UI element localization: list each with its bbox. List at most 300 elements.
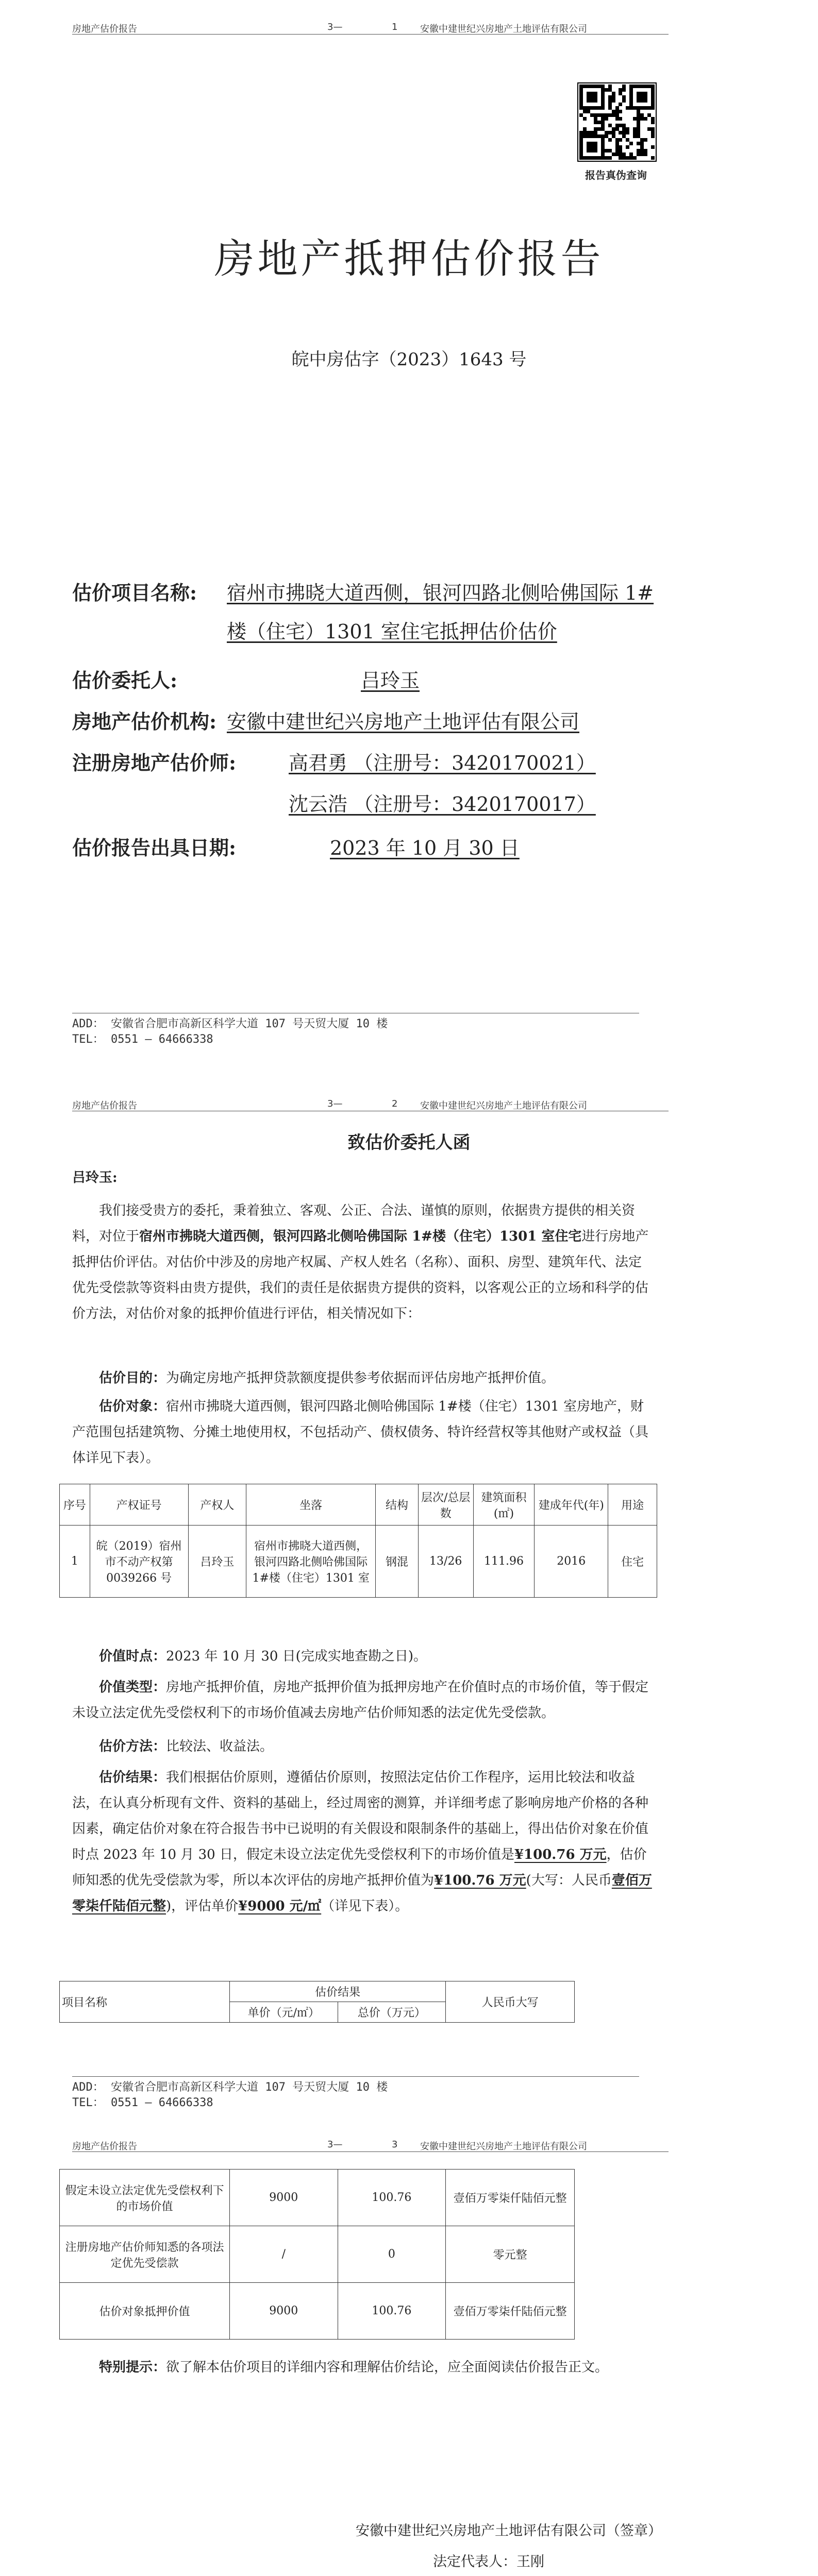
summary-item: 注册房地产估价师知悉的各项法定优先受偿款 <box>60 2226 230 2283</box>
qr-module <box>637 127 640 131</box>
qr-module <box>601 121 605 124</box>
value-date-label: 价值时点： <box>99 1649 166 1664</box>
result-unit-price: ¥9000 元/㎡ <box>238 1899 322 1914</box>
qr-module <box>583 106 587 110</box>
qr-module <box>583 156 587 160</box>
qr-module <box>612 92 615 95</box>
qr-module <box>651 95 655 99</box>
result-text-e: （详见下表）。 <box>321 1899 409 1914</box>
notice-paragraph <box>72 2354 655 2380</box>
qr-module <box>594 127 597 131</box>
qr-module <box>601 117 605 121</box>
qr-module <box>629 142 633 145</box>
qr-module <box>637 110 640 113</box>
page-1 <box>0 0 818 1051</box>
intro-text-c: 进行房地产抵押估价评估。对估价中涉及的房地产权属、产权人姓名（名称）、面积、房型、建筑年代、法定优先受偿款等资料由贵方提供，我们的责任是依据贵方提供的资料，以客观公正的立场和科学的估价方法，对估价对象的抵押价值进行评估，相关情况如下： <box>72 1229 649 1321</box>
table-row <box>60 2226 575 2283</box>
method-text: 比较法、收益法。 <box>166 1739 274 1754</box>
qr-module <box>644 117 647 121</box>
qr-module <box>626 131 629 134</box>
qr-module <box>608 95 612 99</box>
qr-module <box>651 84 655 88</box>
qr-module <box>579 149 583 152</box>
qr-module <box>579 145 583 149</box>
summary-table <box>59 2169 575 2340</box>
qr-module <box>640 142 644 145</box>
qr-module <box>619 117 622 121</box>
qr-module <box>597 127 601 131</box>
qr-module <box>605 88 608 92</box>
date-value: 2023 年 10 月 30 日 <box>330 837 520 859</box>
qr-module <box>601 99 605 103</box>
qr-module <box>608 124 612 127</box>
qr-module <box>597 84 601 88</box>
result-text-a: 我们根据估价原则，遵循估价原则，按照法定估价工作程序，运用比较法和收益法，在认真分析现有文件、资料的基础上，经过周密的测算，并详细考虑了影响房地产价格的各种因素，确定估价对象在符合报告书中已说明的有关假设和限制条件的基础上，得出估价对象在价值时点 2023 年 10 月 30 日，假定未设立法定优先受偿权利下的市场价值是 <box>72 1770 649 1862</box>
qr-module <box>612 127 615 131</box>
qr-module <box>622 127 626 131</box>
qr-module <box>637 92 640 95</box>
summary-th-unit: 单价（元/㎡） <box>229 2002 338 2023</box>
qr-module <box>597 156 601 160</box>
qr-module <box>590 84 594 88</box>
qr-module <box>644 106 647 110</box>
table-row <box>60 1526 657 1598</box>
qr-module <box>637 134 640 138</box>
qr-module <box>640 149 644 152</box>
summary-item: 假定未设立法定优先受偿权利下的市场价值 <box>60 2170 230 2226</box>
qr-module <box>608 131 612 134</box>
qr-module <box>601 95 605 99</box>
qr-module <box>579 95 583 99</box>
qr-module <box>644 99 647 103</box>
page-header <box>72 1097 669 1111</box>
qr-module <box>579 113 583 117</box>
header-right: 安徽中建世纪兴房地产土地评估有限公司 <box>420 1100 587 1111</box>
summary-th-item: 项目名称 <box>60 1981 230 2023</box>
qr-module <box>594 145 597 149</box>
qr-module <box>608 113 612 117</box>
project-label: 估价项目名称: <box>72 581 197 604</box>
qr-module <box>594 121 597 124</box>
page-footer <box>72 1013 639 1047</box>
qr-module <box>590 134 594 138</box>
qr-module <box>644 138 647 142</box>
qr-module <box>594 156 597 160</box>
qr-module <box>594 134 597 138</box>
td-use: 住宅 <box>608 1526 657 1598</box>
qr-module <box>651 88 655 92</box>
result-paragraph <box>72 1765 655 1919</box>
qr-module <box>619 149 622 152</box>
qr-module <box>619 124 622 127</box>
method-paragraph <box>72 1734 655 1759</box>
td-year: 2016 <box>535 1526 608 1598</box>
qr-module <box>629 106 633 110</box>
qr-module <box>587 149 590 152</box>
footer-address: ADD： 安徽省合肥市高新区科学大道 107 号天贸大厦 10 楼 <box>72 1018 388 1030</box>
qr-module <box>579 106 583 110</box>
qr-module <box>583 131 587 134</box>
qr-module <box>605 117 608 121</box>
summary-caps: 壹佰万零柒仟陆佰元整 <box>446 2283 575 2340</box>
qr-module <box>587 92 590 95</box>
qr-module <box>601 127 605 131</box>
th-use: 用途 <box>608 1484 657 1526</box>
value-type-label: 价值类型： <box>99 1680 166 1695</box>
qr-module <box>647 113 651 117</box>
summary-unit: 9000 <box>229 2283 338 2340</box>
header-page-number: 2 <box>392 1098 398 1109</box>
qr-module <box>637 99 640 103</box>
qr-module <box>651 134 655 138</box>
qr-module <box>601 84 605 88</box>
qr-module <box>612 99 615 103</box>
qr-module <box>626 127 629 131</box>
qr-module <box>647 106 651 110</box>
summary-total: 100.76 <box>338 2170 446 2226</box>
qr-module <box>597 121 601 124</box>
qr-module <box>590 99 594 103</box>
footer-tel: TEL： 0551 — 64666338 <box>72 1033 213 1046</box>
qr-module <box>651 156 655 160</box>
table-row <box>60 2170 575 2226</box>
page-header <box>72 2138 669 2152</box>
result-text-b: ，估价师知悉的优先受偿款为零，所以本次评估的房地产抵押价值为 <box>72 1847 647 1888</box>
summary-th-result: 估价结果 <box>229 1981 445 2002</box>
qr-module <box>587 106 590 110</box>
qr-module <box>637 152 640 156</box>
result-caps: 壹佰万零柒仟陆佰元整 <box>72 1873 652 1914</box>
qr-module <box>633 84 637 88</box>
qr-module <box>629 88 633 92</box>
qr-module <box>640 145 644 149</box>
td-structure: 钢混 <box>376 1526 419 1598</box>
intro-address: 宿州市拂晓大道西侧，银河四路北侧哈佛国际 1#楼（住宅）1301 室住宅 <box>139 1229 582 1244</box>
qr-module <box>583 117 587 121</box>
qr-module <box>579 152 583 156</box>
summary-total: 0 <box>338 2226 446 2283</box>
qr-module <box>619 156 622 160</box>
qr-module <box>608 106 612 110</box>
qr-module <box>590 95 594 99</box>
qr-module <box>601 134 605 138</box>
qr-module <box>579 134 583 138</box>
qr-module <box>594 106 597 110</box>
header-middle: 3— <box>327 22 343 32</box>
qr-module <box>608 103 612 106</box>
purpose-label: 估价目的： <box>99 1370 166 1386</box>
qr-module <box>587 131 590 134</box>
method-label: 估价方法： <box>99 1739 166 1754</box>
qr-module <box>644 92 647 95</box>
qr-module <box>608 84 612 88</box>
qr-module <box>608 149 612 152</box>
qr-module <box>644 84 647 88</box>
qr-module <box>615 152 619 156</box>
project-value-line1: 宿州市拂晓大道西侧，银河四路北侧哈佛国际 1# <box>227 582 654 604</box>
qr-module <box>644 95 647 99</box>
header-middle: 3— <box>327 1098 343 1109</box>
th-cert: 产权证号 <box>90 1484 188 1526</box>
qr-module <box>629 95 633 99</box>
qr-module <box>601 156 605 160</box>
qr-module <box>597 113 601 117</box>
qr-module <box>590 142 594 145</box>
result-label: 估价结果： <box>99 1770 166 1785</box>
letter-title: 致估价委托人函 <box>347 1132 471 1153</box>
qr-module <box>612 152 615 156</box>
summary-th-caps: 人民币大写 <box>446 1981 575 2023</box>
qr-module <box>633 127 637 131</box>
qr-module <box>579 131 583 134</box>
qr-module <box>601 103 605 106</box>
qr-module <box>651 127 655 131</box>
qr-module <box>594 131 597 134</box>
qr-module <box>640 152 644 156</box>
qr-module <box>608 88 612 92</box>
qr-module <box>612 131 615 134</box>
purpose-text: 为确定房地产抵押贷款额度提供参考依据而评估房地产抵押价值。 <box>166 1370 555 1386</box>
qr-module <box>601 92 605 95</box>
qr-module <box>619 92 622 95</box>
qr-module <box>651 121 655 124</box>
org-label: 房地产估价机构: <box>72 710 217 733</box>
page-footer <box>72 2076 639 2111</box>
company-signature: 安徽中建世纪兴房地产土地评估有限公司（签章） <box>356 2523 662 2539</box>
qr-module <box>640 92 644 95</box>
qr-module <box>615 110 619 113</box>
appraiser-1: 高君勇 （注册号：3420170021） <box>289 752 596 774</box>
client-label: 估价委托人: <box>72 669 178 692</box>
qr-module <box>637 113 640 117</box>
qr-module <box>583 127 587 131</box>
qr-module <box>605 131 608 134</box>
qr-module <box>626 138 629 142</box>
qr-module <box>605 113 608 117</box>
header-right: 安徽中建世纪兴房地产土地评估有限公司 <box>420 24 587 35</box>
qr-module <box>615 145 619 149</box>
header-middle: 3— <box>327 2139 343 2150</box>
header-page-number: 3 <box>392 2139 398 2150</box>
th-location: 坐落 <box>246 1484 376 1526</box>
qr-module <box>587 99 590 103</box>
summary-table-header <box>59 1981 575 2023</box>
qr-module <box>590 156 594 160</box>
result-market-value: ¥100.76 万元 <box>514 1847 607 1862</box>
qr-module <box>629 103 633 106</box>
summary-total: 100.76 <box>338 2283 446 2340</box>
qr-code-icon[interactable] <box>577 82 657 162</box>
date-label: 估价报告出具日期: <box>72 836 237 859</box>
notice-text: 欲了解本估价项目的详细内容和理解估价结论，应全面阅读估价报告正文。 <box>166 2360 609 2375</box>
td-owner: 吕玲玉 <box>188 1526 246 1598</box>
qr-module <box>612 134 615 138</box>
page-2 <box>0 1077 818 2128</box>
qr-module <box>594 142 597 145</box>
th-year: 建成年代(年) <box>535 1484 608 1526</box>
qr-module <box>640 138 644 142</box>
th-seq: 序号 <box>60 1484 90 1526</box>
summary-th-total: 总价（万元） <box>338 2002 446 2023</box>
qr-module <box>579 138 583 142</box>
qr-module <box>619 152 622 156</box>
result-mortgage-value: ¥100.76 万元 <box>434 1873 526 1888</box>
qr-module <box>633 134 637 138</box>
qr-module <box>579 88 583 92</box>
qr-module <box>597 134 601 138</box>
th-owner: 产权人 <box>188 1484 246 1526</box>
qr-module <box>626 145 629 149</box>
qr-module <box>640 99 644 103</box>
purpose-paragraph <box>72 1365 655 1391</box>
qr-module <box>594 92 597 95</box>
qr-module <box>651 145 655 149</box>
summary-caps: 壹佰万零柒仟陆佰元整 <box>446 2170 575 2226</box>
qr-module <box>622 134 626 138</box>
org-value: 安徽中建世纪兴房地产土地评估有限公司 <box>227 710 580 733</box>
table-header-row <box>60 1484 657 1526</box>
qr-module <box>615 138 619 142</box>
qr-module <box>622 84 626 88</box>
qr-module <box>587 110 590 113</box>
value-type-text: 房地产抵押价值，房地产抵押价值为抵押房地产在价值时点的市场价值，等于假定未设立法定优先受偿权利下的市场价值减去房地产估价师知悉的法定优先受偿款。 <box>72 1680 649 1721</box>
qr-module <box>619 103 622 106</box>
summary-caps: 零元整 <box>446 2226 575 2283</box>
td-cert: 皖（2019）宿州市不动产权第0039266 号 <box>90 1526 188 1598</box>
qr-module <box>633 131 637 134</box>
qr-module <box>608 99 612 103</box>
header-left: 房地产估价报告 <box>72 1100 137 1111</box>
qr-module <box>619 138 622 142</box>
qr-module <box>644 149 647 152</box>
qr-module <box>622 99 626 103</box>
qr-module <box>633 117 637 121</box>
qr-module <box>579 156 583 160</box>
qr-module <box>601 113 605 117</box>
notice-label: 特别提示： <box>99 2360 166 2375</box>
qr-module <box>579 92 583 95</box>
qr-module <box>633 106 637 110</box>
qr-module <box>583 84 587 88</box>
qr-module <box>651 92 655 95</box>
qr-module <box>594 99 597 103</box>
header-page-number: 1 <box>392 22 398 32</box>
letter-intro <box>72 1198 655 1327</box>
qr-module <box>608 156 612 160</box>
qr-module <box>594 84 597 88</box>
qr-module <box>640 84 644 88</box>
qr-module <box>601 142 605 145</box>
qr-module <box>612 110 615 113</box>
qr-module <box>651 117 655 121</box>
qr-module <box>601 106 605 110</box>
client-value: 吕玲玉 <box>361 669 420 692</box>
qr-module <box>583 110 587 113</box>
qr-module <box>590 149 594 152</box>
qr-module <box>612 113 615 117</box>
result-text-d: )，评估单价 <box>166 1899 239 1914</box>
qr-module <box>647 84 651 88</box>
qr-module <box>629 156 633 160</box>
qr-module <box>597 106 601 110</box>
table-row <box>60 2283 575 2340</box>
qr-module <box>637 117 640 121</box>
appraiser-2: 沈云浩 （注册号：3420170017） <box>289 793 596 816</box>
result-text-c: (大写：人民币 <box>526 1873 612 1888</box>
td-location: 宿州市拂晓大道西侧，银河四路北侧哈佛国际 1#楼（住宅）1301 室 <box>246 1526 376 1598</box>
qr-module <box>579 142 583 145</box>
value-date-text: 2023 年 10 月 30 日(完成实地查勘之日)。 <box>166 1649 427 1664</box>
qr-module <box>622 131 626 134</box>
qr-module <box>637 149 640 152</box>
qr-module <box>629 92 633 95</box>
summary-item: 估价对象抵押价值 <box>60 2283 230 2340</box>
qr-module <box>579 99 583 103</box>
legal-representative: 法定代表人：王刚 <box>433 2554 544 2570</box>
qr-module <box>590 145 594 149</box>
qr-module <box>579 84 583 88</box>
qr-module <box>583 134 587 138</box>
qr-module <box>594 117 597 121</box>
qr-module <box>579 103 583 106</box>
header-right: 安徽中建世纪兴房地产土地评估有限公司 <box>420 2141 587 2152</box>
summary-unit: / <box>229 2226 338 2283</box>
qr-module <box>594 149 597 152</box>
qr-module <box>629 152 633 156</box>
qr-module <box>601 149 605 152</box>
intro-text-a: 我们接受贵方的委托，秉着独立、客观、公正、合法、谨慎的原则，依据贵方提供的相关资料，对位于 <box>72 1203 636 1244</box>
th-floors: 层次/总层数 <box>418 1484 473 1526</box>
qr-module <box>619 110 622 113</box>
qr-module <box>590 92 594 95</box>
qr-module <box>601 152 605 156</box>
qr-module <box>605 149 608 152</box>
qr-module <box>640 95 644 99</box>
report-title: 房地产抵押估价报告 <box>214 236 604 282</box>
qr-module <box>647 127 651 131</box>
qr-module <box>629 99 633 103</box>
qr-module <box>605 156 608 160</box>
target-label: 估价对象： <box>99 1399 166 1414</box>
qr-module <box>615 113 619 117</box>
qr-module <box>622 88 626 92</box>
qr-module <box>587 145 590 149</box>
summary-unit: 9000 <box>229 2170 338 2226</box>
qr-module <box>626 106 629 110</box>
qr-module <box>640 117 644 121</box>
qr-module <box>615 127 619 131</box>
qr-module <box>651 106 655 110</box>
header-left: 房地产估价报告 <box>72 24 137 35</box>
qr-module <box>619 131 622 134</box>
qr-module <box>640 106 644 110</box>
qr-caption: 报告真伪查询 <box>585 169 647 181</box>
th-area: 建筑面积(㎡) <box>473 1484 535 1526</box>
document-number: 皖中房估字（2023）1643 号 <box>291 349 527 370</box>
qr-module <box>640 113 644 117</box>
qr-module <box>651 131 655 134</box>
qr-module <box>601 138 605 142</box>
qr-module <box>587 95 590 99</box>
qr-module <box>587 84 590 88</box>
qr-module <box>615 124 619 127</box>
qr-module <box>615 117 619 121</box>
qr-module <box>590 131 594 134</box>
qr-module <box>637 142 640 145</box>
qr-module <box>651 103 655 106</box>
qr-module <box>601 88 605 92</box>
project-value-line2: 楼（住宅）1301 室住宅抵押估价估价 <box>227 620 557 643</box>
